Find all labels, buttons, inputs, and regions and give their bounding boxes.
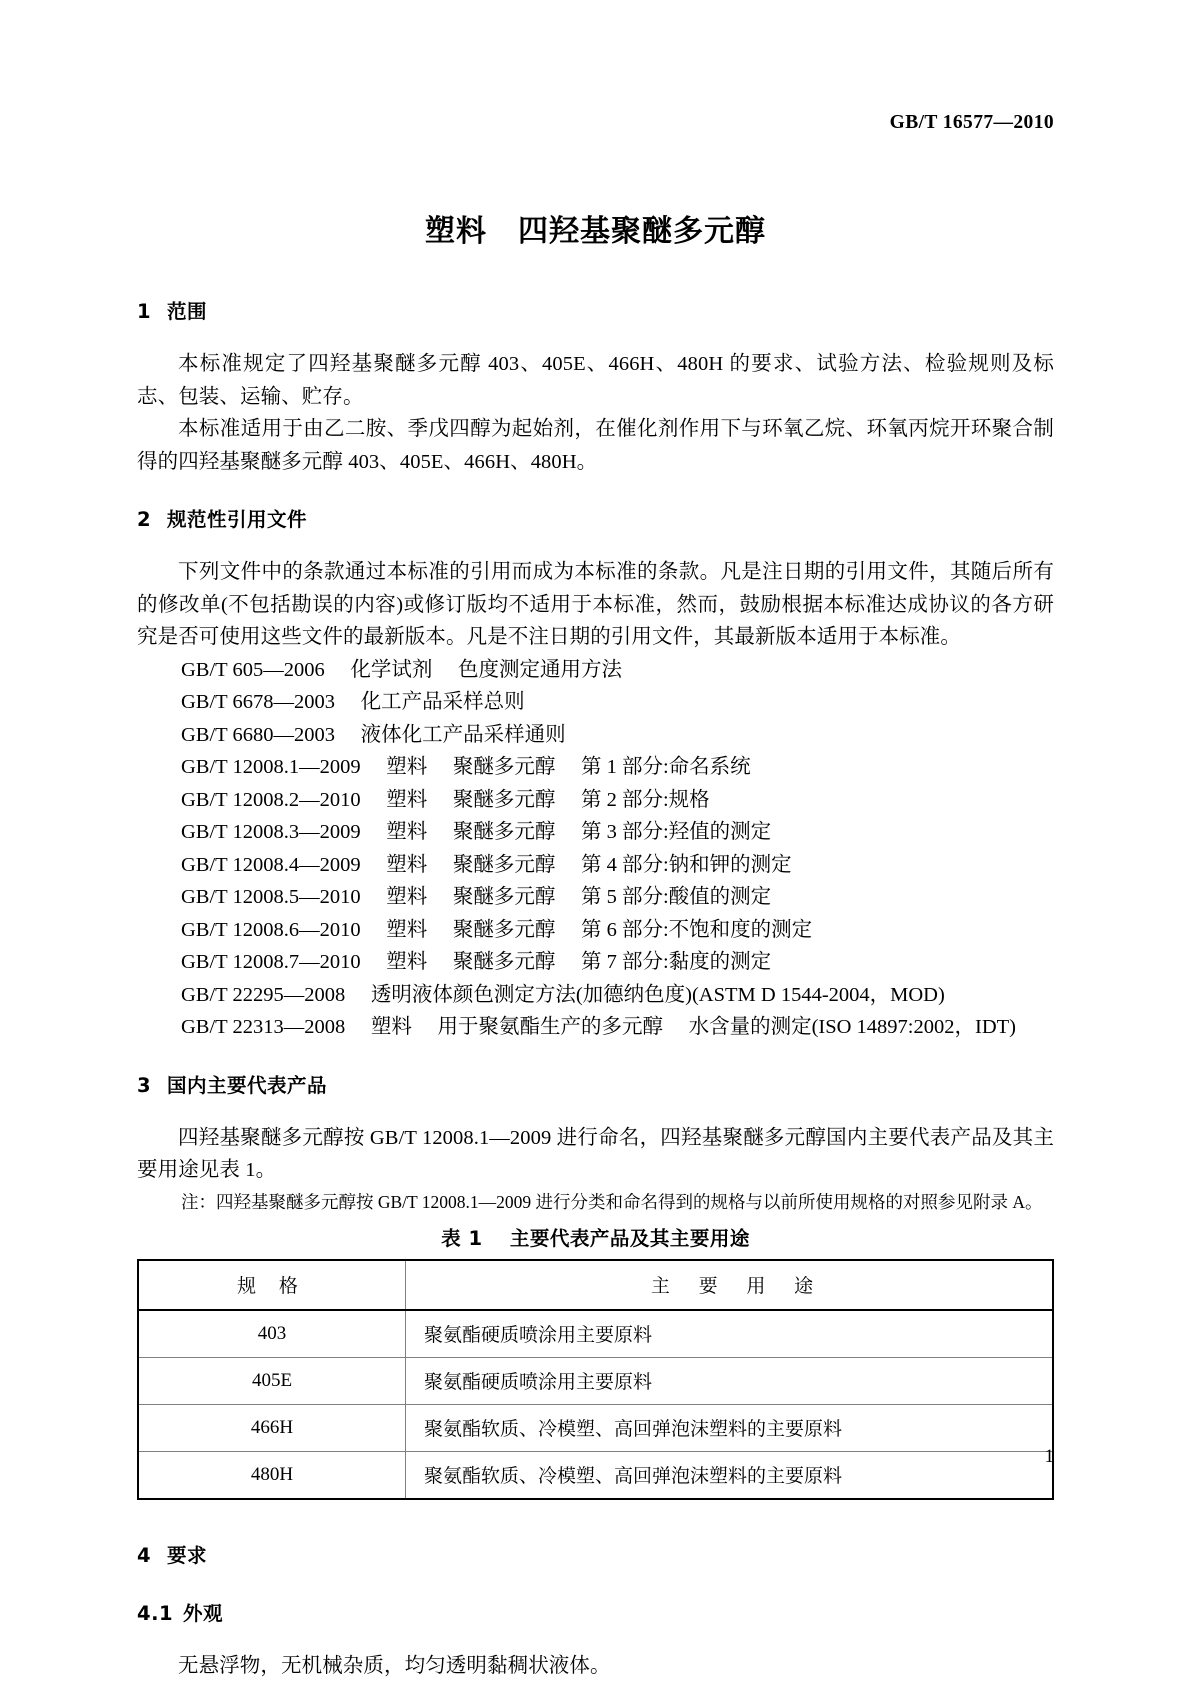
section-3-note: 注：四羟基聚醚多元醇按 GB/T 12008.1—2009 进行分类和命名得到的规格与以前所使用规格的对照参见附录 A。 bbox=[181, 1191, 1043, 1212]
table-cell-spec: 405E bbox=[138, 1357, 406, 1404]
section-2-paragraph-1: 下列文件中的条款通过本标准的引用而成为本标准的条款。凡是注日期的引用文件，其随后所有的修改单(不包括勘误的内容)或修订版均不适用于本标准，然而，鼓励根据本标准达成协议的各方研究是否可使用这些文件的最新版本。凡是不注日期的引用文件，其最新版本适用于本标准。 bbox=[137, 561, 1054, 648]
section-number-4-1: 4.1 bbox=[137, 1601, 174, 1625]
table-cell-spec: 480H bbox=[138, 1451, 406, 1499]
normative-reference-item: GB/T 12008.2—2010 塑料 聚醚多元醇 第 2 部分:规格 bbox=[181, 788, 710, 811]
table-1-caption: 表 1 主要代表产品及其主要用途 bbox=[441, 1226, 750, 1250]
table-cell-use: 聚氨酯软质、冷模塑、高回弹泡沫塑料的主要原料 bbox=[406, 1404, 1054, 1451]
normative-reference-item: GB/T 12008.7—2010 塑料 聚醚多元醇 第 7 部分:黏度的测定 bbox=[181, 951, 772, 973]
normative-reference-item: GB/T 12008.4—2009 塑料 聚醚多元醇 第 4 部分:钠和钾的测定 bbox=[181, 853, 792, 876]
section-heading-3 bbox=[137, 1070, 1054, 1098]
normative-reference-item: GB/T 6680—2003 液体化工产品采样通则 bbox=[181, 723, 566, 746]
section-1-paragraph-1: 本标准规定了四羟基聚醚多元醇 403、405E、466H、480H 的要求、试验方法、检验规则及标志、包装、运输、贮存。 bbox=[137, 353, 1054, 408]
table-header-spec: 规 格 bbox=[138, 1260, 406, 1310]
page-header-standard-code: GB/T 16577—2010 bbox=[889, 112, 1054, 133]
table-header-use: 主 要 用 途 bbox=[406, 1260, 1054, 1310]
document-body bbox=[137, 296, 1054, 1682]
page-number: 1 bbox=[1044, 1446, 1054, 1467]
table-cell-use: 聚氨酯硬质喷涂用主要原料 bbox=[406, 1357, 1054, 1404]
section-title-4: 要求 bbox=[167, 1543, 208, 1567]
normative-reference-item: GB/T 6678—2003 化工产品采样总则 bbox=[181, 691, 525, 713]
normative-reference-item: GB/T 22313—2008 塑料 用于聚氨酯生产的多元醇 水含量的测定(ISO 14897:2002，IDT) bbox=[181, 1016, 1016, 1038]
section-title-4-1: 外观 bbox=[183, 1601, 224, 1625]
normative-reference-item: GB/T 22295—2008 透明液体颜色测定方法(加德纳色度)(ASTM D 1544-2004，MOD) bbox=[181, 983, 945, 1006]
table-cell-spec: 466H bbox=[138, 1404, 406, 1451]
section-heading-4 bbox=[137, 1540, 1054, 1568]
table-row bbox=[138, 1310, 1053, 1358]
section-heading-4-1 bbox=[137, 1598, 1054, 1626]
table-row bbox=[138, 1404, 1053, 1451]
table-cell-use: 聚氨酯软质、冷模塑、高回弹泡沫塑料的主要原料 bbox=[406, 1451, 1054, 1499]
table-header-row bbox=[138, 1260, 1053, 1310]
section-heading-1 bbox=[137, 296, 1054, 324]
section-3-paragraph-1: 四羟基聚醚多元醇按 GB/T 12008.1—2009 进行命名，四羟基聚醚多元醇国内主要代表产品及其主要用途见表 1。 bbox=[137, 1126, 1054, 1181]
section-1-paragraph-2: 本标准适用于由乙二胺、季戊四醇为起始剂，在催化剂作用下与环氧乙烷、环氧丙烷开环聚合制得的四羟基聚醚多元醇 403、405E、466H、480H。 bbox=[137, 418, 1054, 473]
section-title-1: 范围 bbox=[167, 300, 208, 323]
normative-reference-item: GB/T 605—2006 化学试剂 色度测定通用方法 bbox=[181, 658, 622, 681]
section-number-3: 3 bbox=[137, 1073, 152, 1097]
table-cell-spec: 403 bbox=[138, 1310, 406, 1358]
section-number-2: 2 bbox=[137, 508, 152, 531]
normative-reference-item: GB/T 12008.1—2009 塑料 聚醚多元醇 第 1 部分:命名系统 bbox=[181, 756, 751, 778]
table-row bbox=[138, 1451, 1053, 1499]
section-title-3: 国内主要代表产品 bbox=[167, 1073, 328, 1097]
document-title: 塑料 四羟基聚醚多元醇 bbox=[425, 214, 766, 249]
table-main-products bbox=[137, 1259, 1054, 1500]
normative-reference-item: GB/T 12008.3—2009 塑料 聚醚多元醇 第 3 部分:羟值的测定 bbox=[181, 821, 772, 843]
section-number-4: 4 bbox=[137, 1543, 152, 1567]
section-4-1-paragraph-1: 无悬浮物，无机械杂质，均匀透明黏稠状液体。 bbox=[178, 1654, 611, 1677]
section-title-2: 规范性引用文件 bbox=[167, 508, 308, 531]
normative-reference-item: GB/T 12008.6—2010 塑料 聚醚多元醇 第 6 部分:不饱和度的测定 bbox=[181, 918, 813, 941]
table-cell-use: 聚氨酯硬质喷涂用主要原料 bbox=[406, 1310, 1054, 1358]
section-heading-2 bbox=[137, 504, 1054, 532]
table-row bbox=[138, 1357, 1053, 1404]
section-number-1: 1 bbox=[137, 300, 152, 323]
normative-reference-item: GB/T 12008.5—2010 塑料 聚醚多元醇 第 5 部分:酸值的测定 bbox=[181, 886, 772, 908]
